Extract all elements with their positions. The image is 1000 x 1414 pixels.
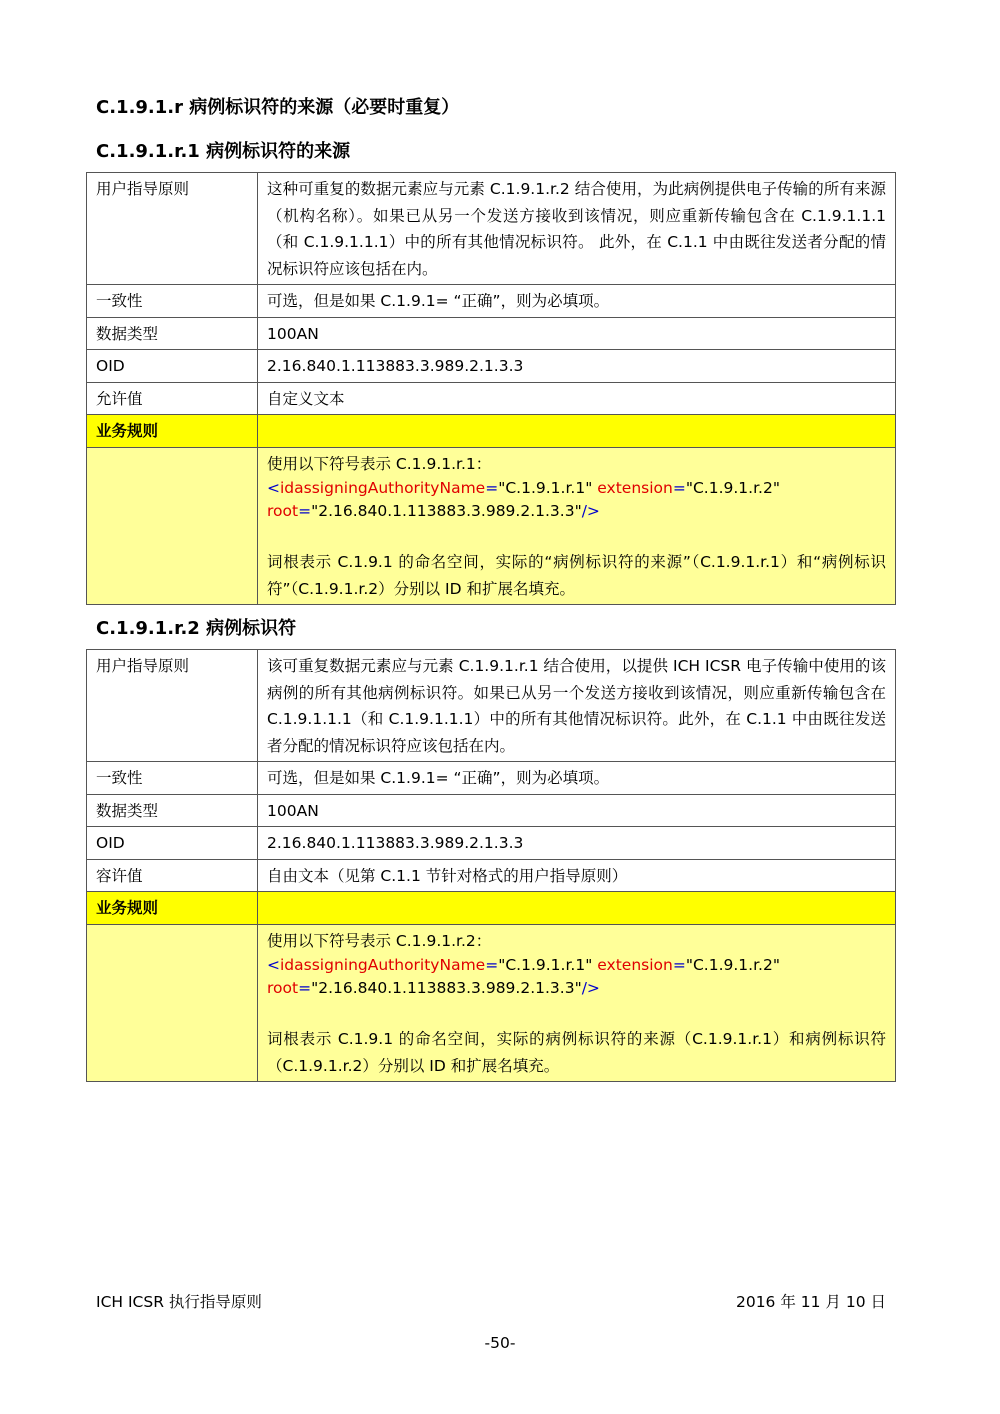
table-row <box>87 827 896 860</box>
xml-open: < <box>267 956 280 974</box>
xml-attr: extension <box>592 479 673 497</box>
section-2-table <box>86 649 896 1082</box>
xml-eq: = <box>672 479 686 497</box>
table-row <box>87 794 896 827</box>
spacer <box>267 523 886 549</box>
business-rules-header-empty <box>258 892 896 925</box>
xml-attr: extension <box>592 956 673 974</box>
xml-snippet <box>267 477 886 523</box>
xml-close: /> <box>581 979 600 997</box>
business-rules-header-row <box>87 415 896 448</box>
business-rules-body-empty <box>87 447 258 605</box>
xml-value: "2.16.840.1.113883.3.989.2.1.3.3" <box>311 979 582 997</box>
business-rules-note: 词根表示 C.1.9.1 的命名空间，实际的“病例标识符的来源”（C.1.9.1.r.1）和“病例标识符”（C.1.9.1.r.2）分别以 ID 和扩展名填充。 <box>267 553 886 598</box>
business-rules-header-empty <box>258 415 896 448</box>
row-label: 一致性 <box>87 285 258 318</box>
section-1-heading: C.1.9.1.r.1 病例标识符的来源 <box>96 141 351 162</box>
xml-eq: = <box>485 479 499 497</box>
business-rules-body-empty <box>87 924 258 1082</box>
xml-close: /> <box>581 502 600 520</box>
spacer <box>267 1000 886 1026</box>
business-rules-content <box>258 447 896 605</box>
business-rules-intro: 使用以下符号表示 C.1.9.1.r.2： <box>267 931 492 950</box>
table-row <box>87 382 896 415</box>
business-rules-label: 业务规则 <box>87 892 258 925</box>
row-value: 该可重复数据元素应与元素 C.1.9.1.r.1 结合使用，以提供 ICH ICSR 电子传输中使用的该病例的所有其他病例标识符。如果已从另一个发送方接收到该情况，则应重新传输包含在 C.1.9.1.1.1（和 C.1.9.1.1.1）中的所有其他情况标识符。此外，在 C.1.1 中由既往发送者分配的情况标识符应该包括在内。 <box>258 650 896 762</box>
xml-snippet <box>267 954 886 1000</box>
xml-value: "C.1.9.1.r.2" <box>685 479 780 497</box>
xml-value: "2.16.840.1.113883.3.989.2.1.3.3" <box>311 502 582 520</box>
business-rules-content <box>258 924 896 1082</box>
section-1-table <box>86 172 896 605</box>
section-2-heading: C.1.9.1.r.2 病例标识符 <box>96 618 297 639</box>
xml-attr: assigningAuthorityName <box>294 956 486 974</box>
row-value: 这种可重复的数据元素应与元素 C.1.9.1.r.2 结合使用，为此病例提供电子传输的所有来源（机构名称）。如果已从另一个发送方接收到该情况，则应重新传输包含在 C.1.9.1.1.1（和 C.1.9.1.1.1）中的所有其他情况标识符。 此外，在 C.1.1 中由既往发送者分配的情况标识符应该包括在内。 <box>258 173 896 285</box>
xml-eq: = <box>298 979 312 997</box>
row-label: 数据类型 <box>87 794 258 827</box>
table-row <box>87 285 896 318</box>
xml-eq: = <box>485 956 499 974</box>
main-heading: C.1.9.1.r 病例标识符的来源（必要时重复） <box>96 97 460 118</box>
xml-open: < <box>267 479 280 497</box>
row-label: 用户指导原则 <box>87 650 258 762</box>
table-row <box>87 173 896 285</box>
row-label: OID <box>87 827 258 860</box>
row-label: 允许值 <box>87 382 258 415</box>
row-value: 自定义文本 <box>258 382 896 415</box>
business-rules-note: 词根表示 C.1.9.1 的命名空间，实际的病例标识符的来源（C.1.9.1.r.1）和病例标识符（C.1.9.1.r.2）分别以 ID 和扩展名填充。 <box>267 1030 886 1075</box>
table-row <box>87 859 896 892</box>
footer-left: ICH ICSR 执行指导原则 <box>96 1293 262 1311</box>
row-value: 可选，但是如果 C.1.9.1= “正确”，则为必填项。 <box>258 285 896 318</box>
table-row <box>87 350 896 383</box>
xml-eq: = <box>298 502 312 520</box>
table-row <box>87 317 896 350</box>
row-label: 数据类型 <box>87 317 258 350</box>
business-rules-body-row <box>87 924 896 1082</box>
row-label: 容许值 <box>87 859 258 892</box>
row-label: 用户指导原则 <box>87 173 258 285</box>
footer-right: 2016 年 11 月 10 日 <box>735 1293 886 1311</box>
xml-attr: root <box>267 979 299 997</box>
business-rules-label: 业务规则 <box>87 415 258 448</box>
business-rules-body-row <box>87 447 896 605</box>
page-number: -50- <box>484 1334 516 1352</box>
xml-attr: root <box>267 502 299 520</box>
table-row <box>87 762 896 795</box>
row-value: 100AN <box>258 794 896 827</box>
row-value: 自由文本（见第 C.1.1 节针对格式的用户指导原则） <box>258 859 896 892</box>
row-value: 2.16.840.1.113883.3.989.2.1.3.3 <box>258 827 896 860</box>
xml-value: "C.1.9.1.r.1" <box>498 479 593 497</box>
xml-value: "C.1.9.1.r.2" <box>685 956 780 974</box>
xml-attr: assigningAuthorityName <box>294 479 486 497</box>
table-row <box>87 650 896 762</box>
business-rules-intro: 使用以下符号表示 C.1.9.1.r.1： <box>267 454 492 473</box>
xml-tag: id <box>280 479 295 497</box>
row-label: OID <box>87 350 258 383</box>
xml-eq: = <box>672 956 686 974</box>
xml-tag: id <box>280 956 295 974</box>
row-value: 100AN <box>258 317 896 350</box>
row-value: 可选，但是如果 C.1.9.1= “正确”，则为必填项。 <box>258 762 896 795</box>
row-value: 2.16.840.1.113883.3.989.2.1.3.3 <box>258 350 896 383</box>
row-label: 一致性 <box>87 762 258 795</box>
business-rules-header-row <box>87 892 896 925</box>
xml-value: "C.1.9.1.r.1" <box>498 956 593 974</box>
